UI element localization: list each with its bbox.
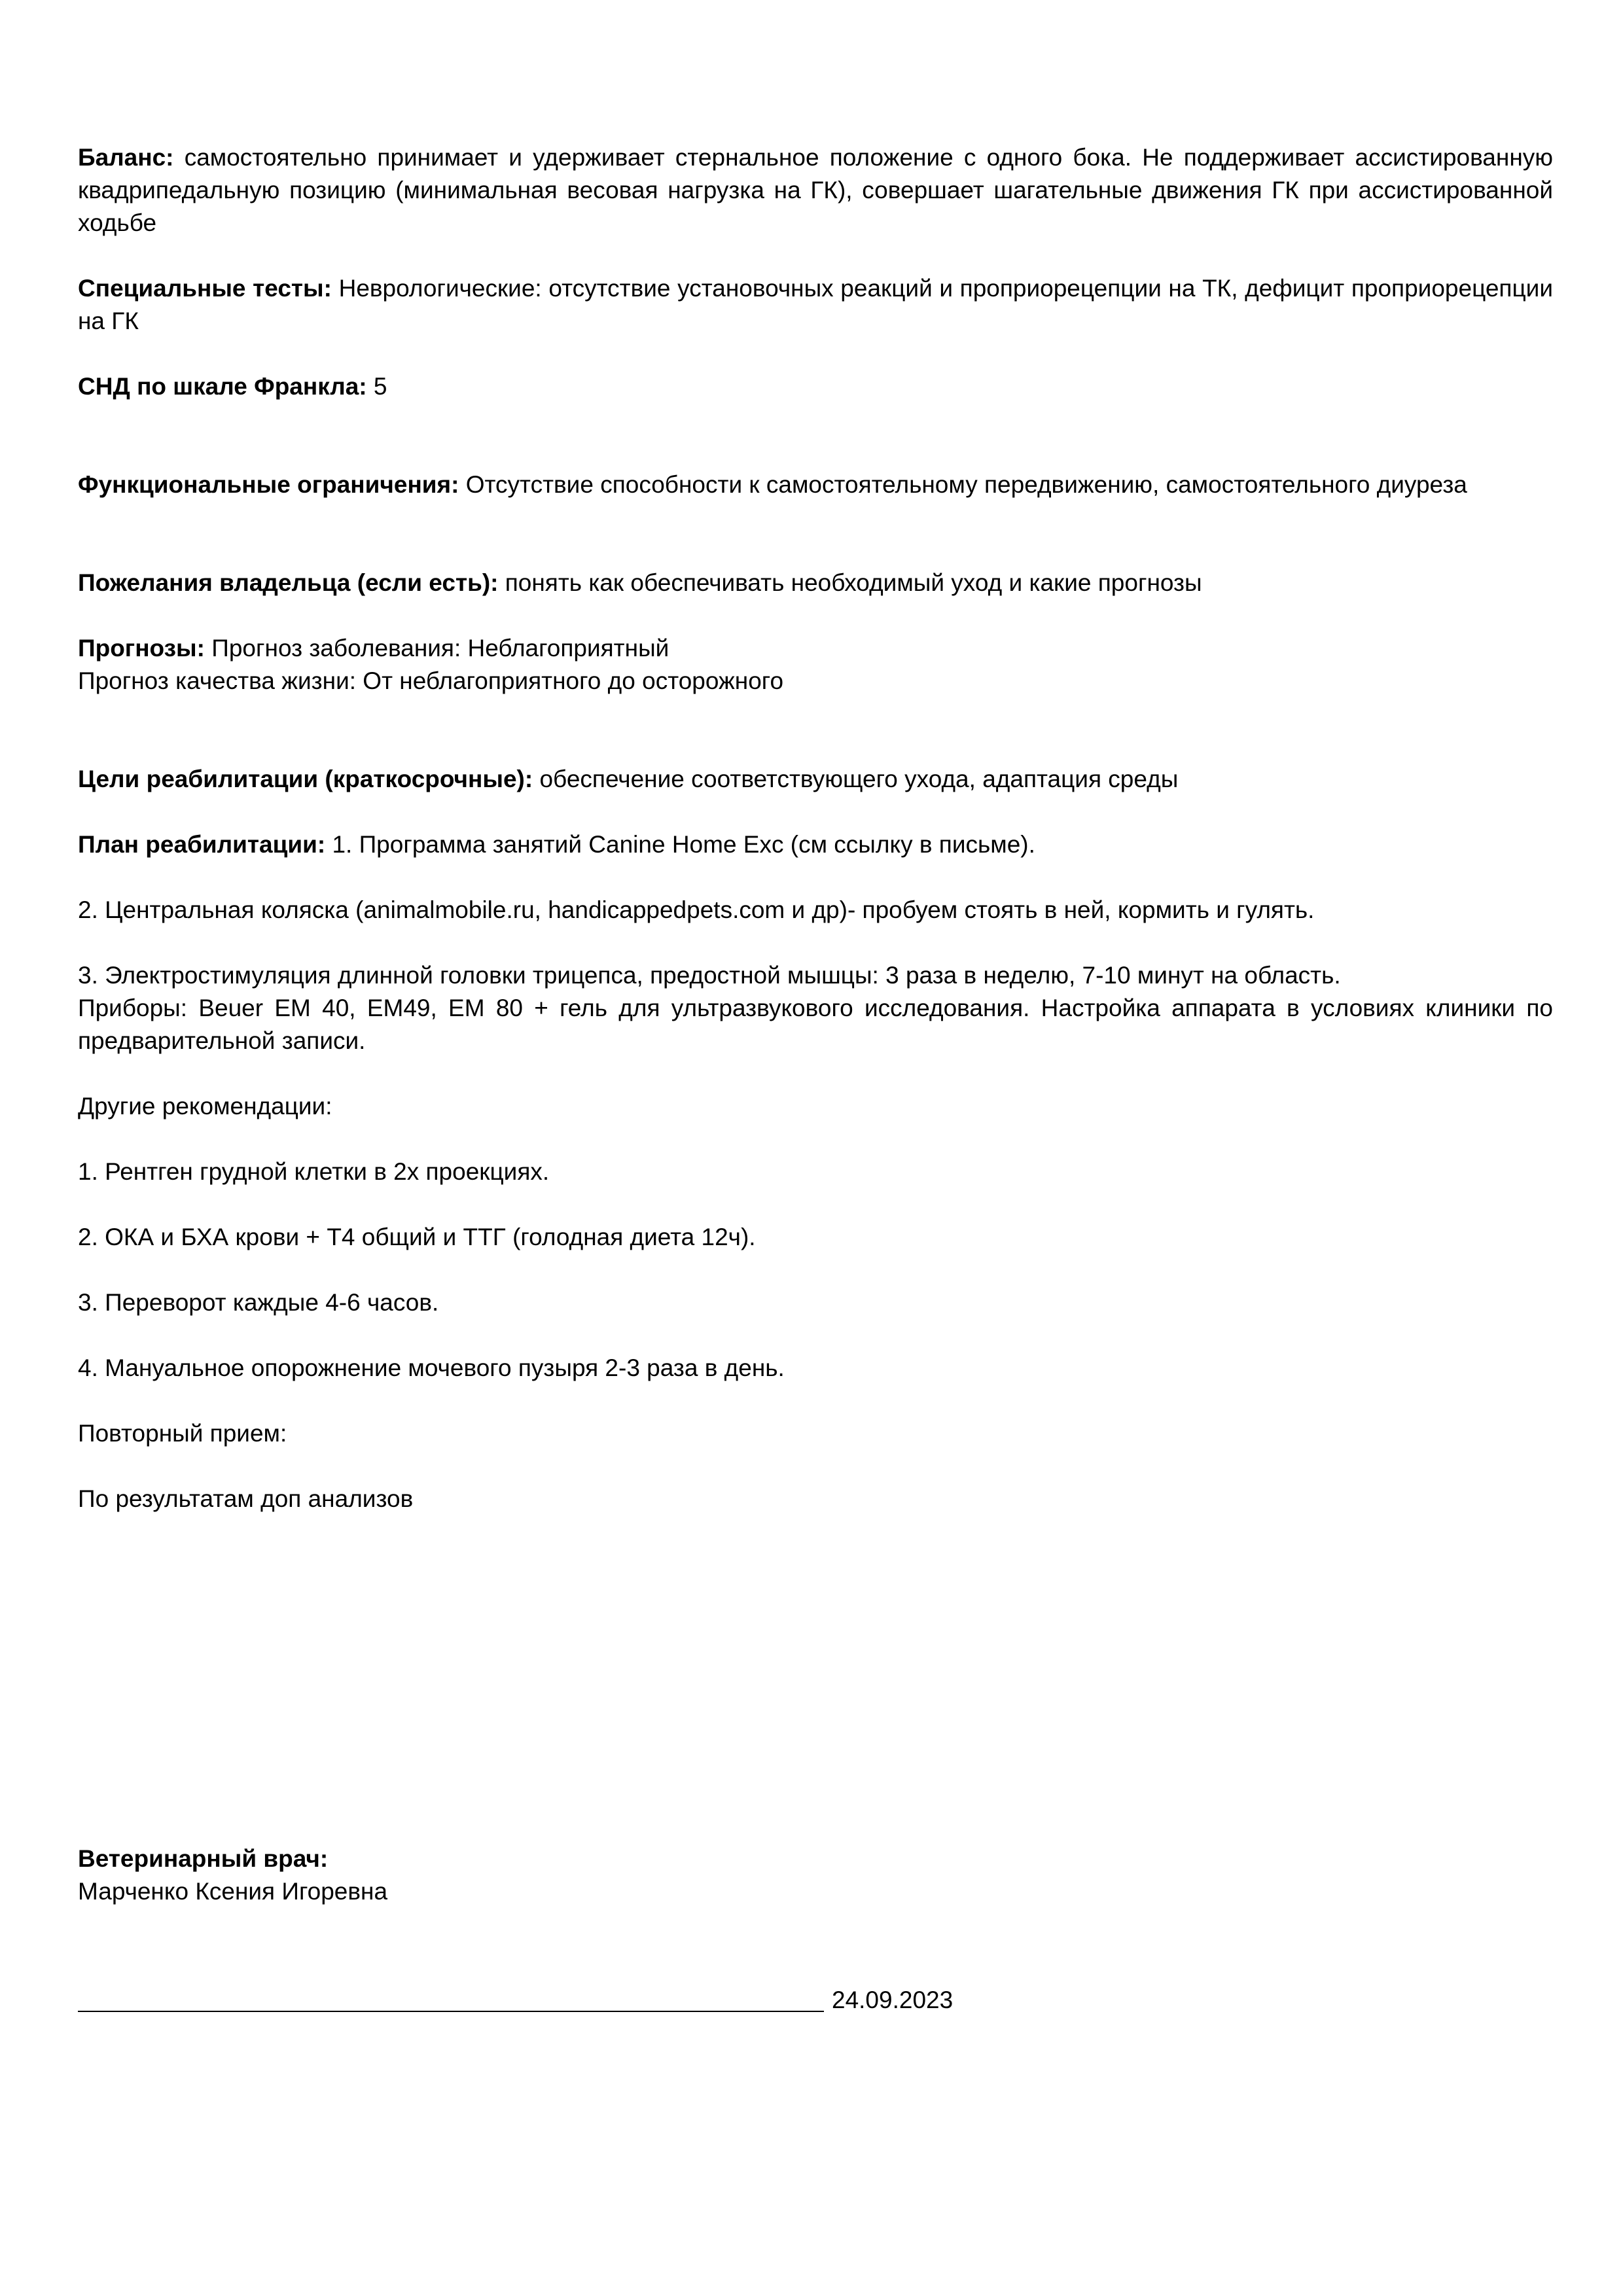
- prognosis-section: [78, 632, 1553, 698]
- recommendation-item: 4. Мануальное опорожнение мочевого пузыря 2-3 раза в день.: [78, 1354, 785, 1381]
- repeat-visit-text: По результатам доп анализов: [78, 1485, 414, 1512]
- doctor-label: [78, 1843, 1553, 1875]
- owner-wishes-text: понять как обеспечивать необходимый уход и какие прогнозы: [505, 569, 1202, 596]
- doctor-label-text: Ветеринарный врач:: [78, 1845, 329, 1872]
- functional-limits-label: Функциональные ограничения:: [78, 471, 459, 498]
- rehab-plan-label: План реабилитации:: [78, 831, 326, 858]
- signature-line: [78, 2011, 824, 2012]
- rehab-goals-label: Цели реабилитации (краткосрочные):: [78, 766, 533, 792]
- frankel-label: СНД по шкале Франкла:: [78, 373, 367, 400]
- repeat-visit-heading: Повторный прием:: [78, 1420, 287, 1447]
- special-tests-text: Неврологические: отсутствие установочных реакций и проприорецепции на ТК, дефицит проприорецепции на ГК: [78, 275, 1553, 334]
- prognosis-disease: Прогноз заболевания: Неблагоприятный: [211, 635, 669, 662]
- rehab-plan-item-1: 1. Программа занятий Canine Home Exc (см ссылку в письме).: [332, 831, 1035, 858]
- rehab-plan-item-2: 2. Центральная коляска (animalmobile.ru, handicappedpets.com и др)- пробуем стоять в ней, кормить и гулять.: [78, 896, 1315, 923]
- owner-wishes-label: Пожелания владельца (если есть):: [78, 569, 499, 596]
- prognosis-quality-of-life: Прогноз качества жизни: От неблагоприятного до осторожного: [78, 667, 784, 694]
- functional-limits-text: Отсутствие способности к самостоятельному передвижению, самостоятельного диуреза: [465, 471, 1467, 498]
- balance-label: Баланс:: [78, 144, 174, 171]
- frankel-value: 5: [373, 373, 387, 400]
- special-tests-section: [78, 272, 1553, 338]
- balance-text: самостоятельно принимает и удерживает стернальное положение с одного бока. Не поддерживает ассистированную квадрипедальную позицию (минимальная весовая нагрузка на ГК), совершает шагательные движения ГК при ассистированной ходьбе: [78, 144, 1554, 236]
- other-recommendations-heading: Другие рекомендации:: [78, 1093, 332, 1120]
- rehab-goals-section: [78, 763, 1553, 796]
- balance-section: [78, 141, 1553, 239]
- functional-limits-section: [78, 468, 1553, 501]
- prognosis-label: Прогнозы:: [78, 635, 205, 662]
- recommendation-item: 2. ОКА и БХА крови + Т4 общий и ТТГ (голодная диета 12ч).: [78, 1224, 756, 1250]
- recommendation-item: 3. Переворот каждые 4-6 часов.: [78, 1289, 439, 1316]
- special-tests-label: Специальные тесты:: [78, 275, 332, 302]
- signature-date: 24.09.2023: [832, 1987, 954, 2013]
- recommendation-item: 1. Рентген грудной клетки в 2х проекциях.: [78, 1158, 550, 1185]
- rehab-plan-item-3-line-2: Приборы: Beuer EM 40, EM49, EM 80 + гель для ультразвукового исследования. Настройка аппарата в условиях клиники по предварительной записи.: [78, 995, 1553, 1054]
- doctor-name: Марченко Ксения Игоревна: [78, 1878, 388, 1905]
- rehab-goals-text: обеспечение соответствующего ухода, адаптация среды: [539, 766, 1179, 792]
- rehab-plan-item-3-line-1: 3. Электростимуляция длинной головки трицепса, предостной мышцы: 3 раза в неделю, 7-10 минут на область.: [78, 962, 1341, 989]
- owner-wishes-section: [78, 567, 1553, 599]
- frankel-section: [78, 370, 1553, 403]
- rehab-plan-section: [78, 828, 1553, 861]
